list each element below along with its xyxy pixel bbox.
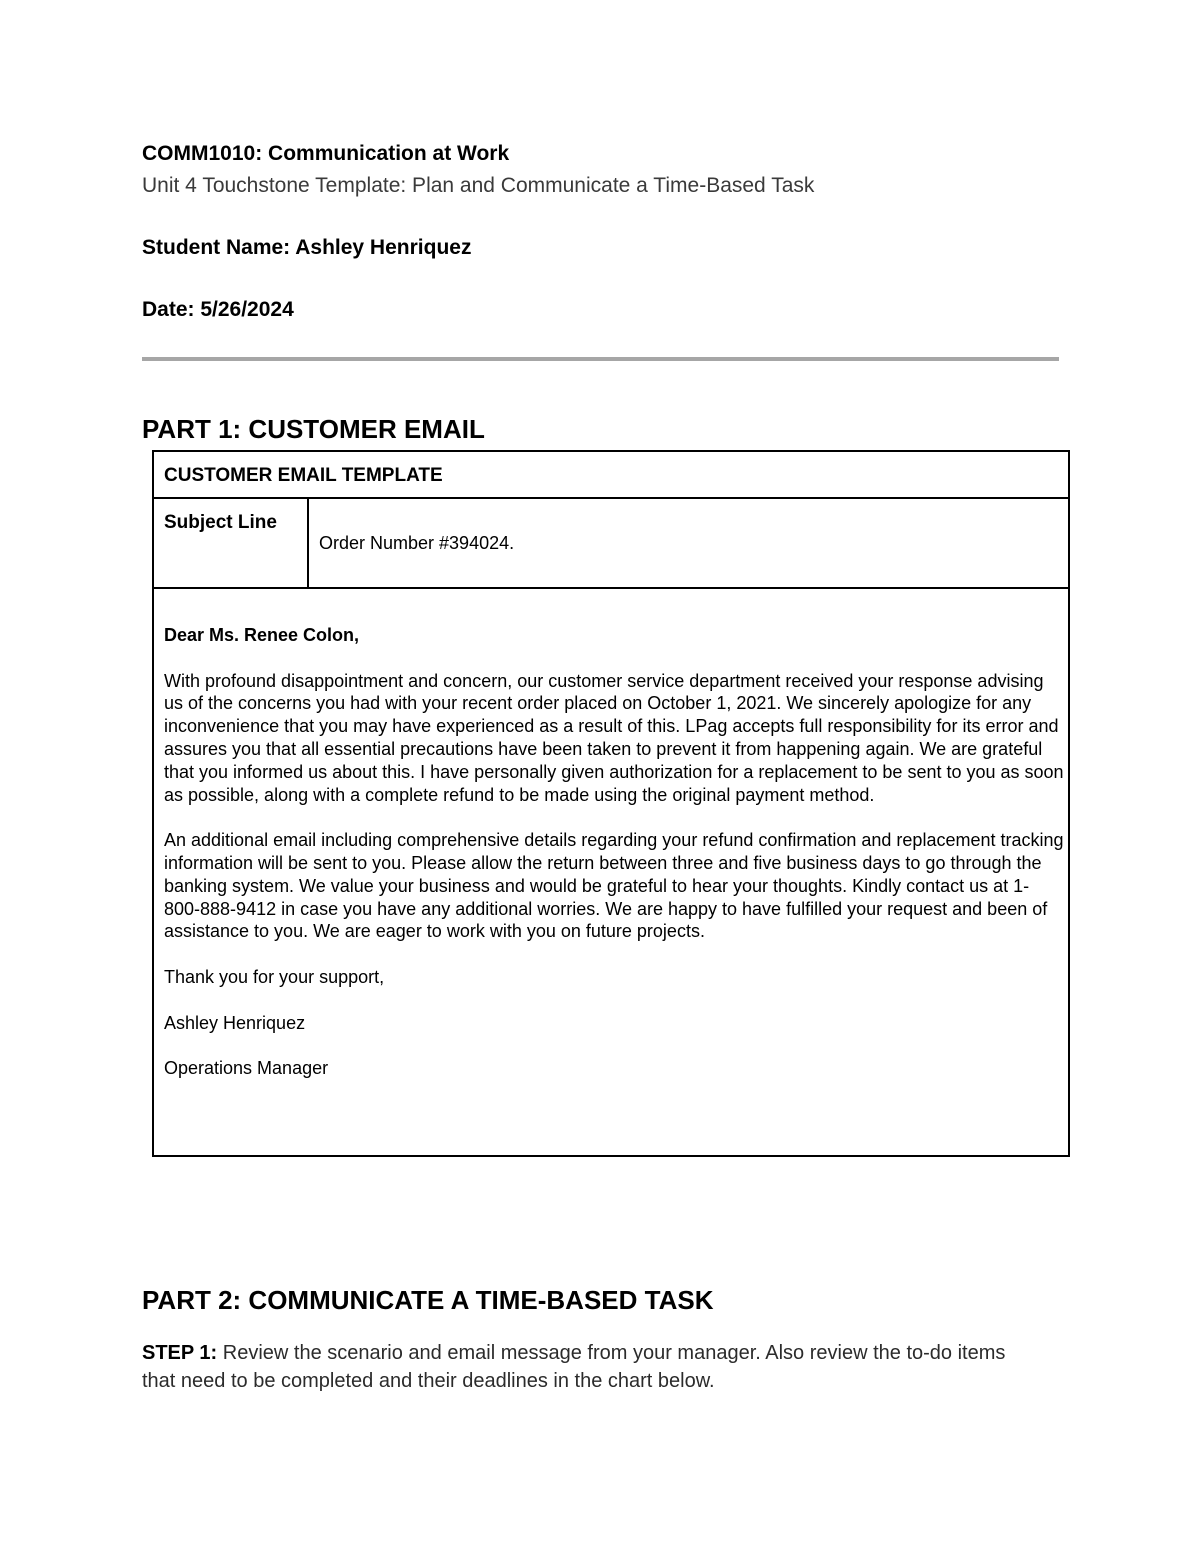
- part1-heading: PART 1: CUSTOMER EMAIL: [142, 414, 485, 444]
- subject-line-row: [154, 499, 1068, 589]
- course-title: COMM1010: Communication at Work: [142, 142, 510, 165]
- signature-title: Operations Manager: [164, 1058, 329, 1079]
- horizontal-divider: [142, 357, 1059, 361]
- step1-instructions: [142, 1339, 1042, 1395]
- student-name: Student Name: Ashley Henriquez: [142, 236, 472, 259]
- subject-line-label: Subject Line: [164, 512, 277, 533]
- unit-subtitle: Unit 4 Touchstone Template: Plan and Communicate a Time-Based Task: [142, 174, 815, 197]
- step1-label: STEP 1:: [142, 1342, 218, 1364]
- table-header-row: [154, 452, 1068, 499]
- part2-heading: PART 2: COMMUNICATE A TIME-BASED TASK: [142, 1285, 714, 1315]
- email-body: [164, 624, 1064, 1103]
- table-header-label: CUSTOMER EMAIL TEMPLATE: [164, 465, 443, 486]
- signature-name: Ashley Henriquez: [164, 1012, 306, 1033]
- column-divider: [307, 499, 309, 587]
- step1-text: Review the scenario and email message from your manager. Also review the to-do items that need to be completed and their deadlines in the chart below.: [142, 1342, 1006, 1392]
- email-greeting: Dear Ms. Renee Colon,: [164, 625, 360, 645]
- customer-email-table: [152, 450, 1070, 1157]
- date-line: Date: 5/26/2024: [142, 298, 294, 321]
- subject-line-value: Order Number #394024.: [319, 533, 515, 553]
- email-paragraph-1: With profound disappointment and concern, our customer service department received your response advising us of the concerns you had with your recent order placed on October 1, 2021. We sincerely apologize for any inconvenience that you may have experienced as a result of this. LPag accepts full responsibility for its error and assures you that all essential precautions have been taken to prevent it from happening again. We are grateful that you informed us about this. I have personally given authorization for a replacement to be sent to you as soon as possible, along with a complete refund to be made using the original payment method.: [164, 670, 1064, 805]
- email-closing: Thank you for your support,: [164, 966, 385, 987]
- email-paragraph-2: An additional email including comprehensive details regarding your refund confirmation and replacement tracking information will be sent to you. Please allow the return between three and five business days to go through the banking system. We value your business and would be grateful to hear your thoughts. Kindly contact us at 1-800-888-9412 in case you have any additional worries. We are happy to have fulfilled your request and been of assistance to you. We are eager to work with you on future projects.: [164, 830, 1064, 942]
